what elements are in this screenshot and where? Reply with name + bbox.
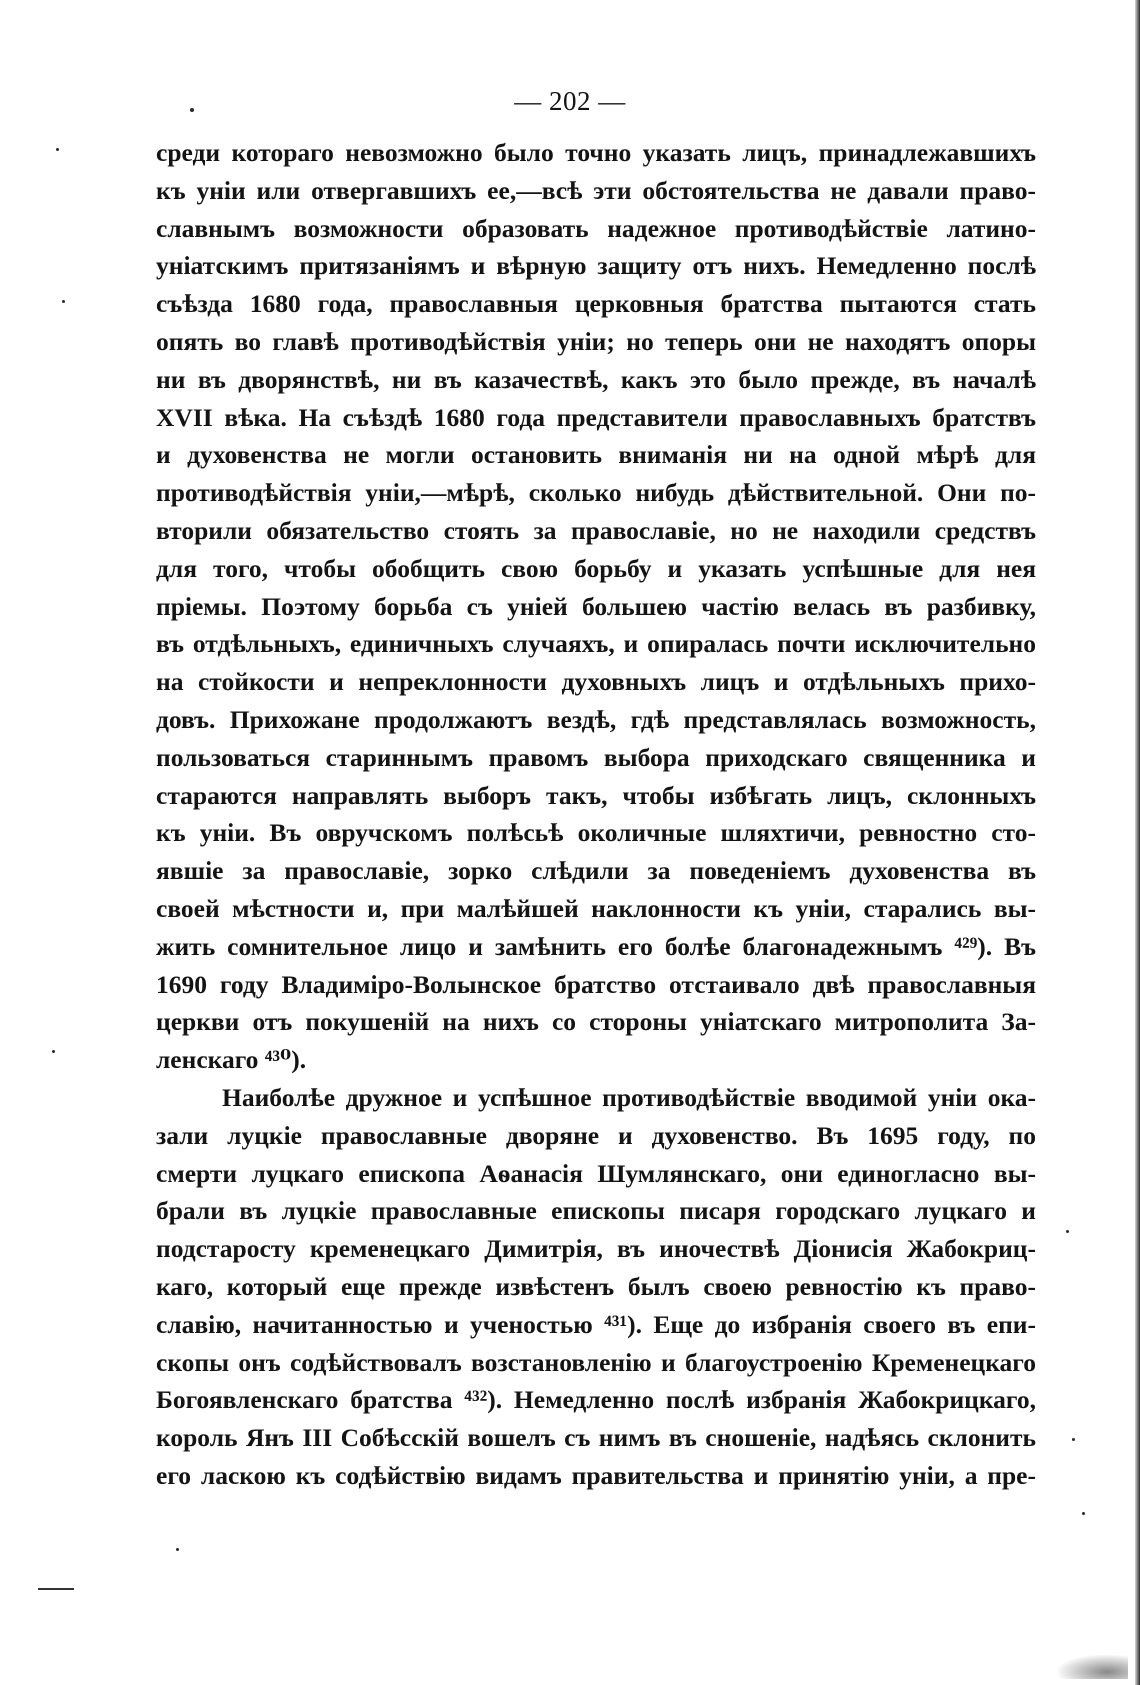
text-line: для того, чтобы обобщить свою борьбу и указать успѣшные для нея <box>156 553 1036 583</box>
scan-dash-mark <box>38 1588 74 1590</box>
text-line: противодѣйствія уніи,—мѣрѣ, сколько нибудь дѣйствительной. Они по- <box>156 478 1036 508</box>
text-line: каго, который еще прежде извѣстенъ былъ своею ревностію къ право- <box>156 1271 1036 1301</box>
text-line: XVII вѣка. На съѣздѣ 1680 года представители православныхъ братствъ <box>156 402 1036 432</box>
text-line: славнымъ возможности образовать надежное противодѣйствіе латино- <box>156 213 1036 243</box>
scan-corner-smudge <box>1058 1655 1128 1679</box>
scan-speck <box>176 1548 179 1551</box>
text-line: къ уніи или отвергавшихъ ее,—всѣ эти обстоятельства не давали право- <box>156 175 1036 205</box>
text-line: пользоваться стариннымъ правомъ выбора приходскаго священника и <box>156 742 1036 772</box>
text-line: явшіе за православіе, зорко слѣдили за поведеніемъ духовенства въ <box>156 856 1036 886</box>
text-line: стараются направлять выборъ такъ, чтобы избѣгать лицъ, склонныхъ <box>156 780 1036 810</box>
text-line: къ уніи. Въ овручскомъ полѣсьѣ околичные шляхтичи, ревностно сто- <box>156 818 1036 848</box>
scan-speck <box>52 1050 55 1053</box>
text-line: съѣзда 1680 года, православныя церковныя братства пытаются стать <box>156 289 1036 319</box>
text-line: вторили обязательство стоять за православіе, но не находили средствъ <box>156 515 1036 545</box>
text-line: славію, начитанностью и ученостью ⁴³¹). Еще до избранія своего въ епи- <box>156 1309 1036 1339</box>
body-text <box>156 134 1036 1495</box>
text-line: смерти луцкаго епископа Аѳанасія Шумлянскаго, они единогласно вы- <box>156 1158 1036 1188</box>
text-line: его ласкою къ содѣйствію видамъ правительства и принятію уніи, а пре- <box>156 1460 1036 1490</box>
scan-speck <box>1082 1512 1085 1515</box>
text-line: и духовенства не могли остановить вниманія ни на одной мѣрѣ для <box>156 440 1036 470</box>
page-edge-shadow <box>1135 0 1140 1685</box>
text-line: довъ. Прихожане продолжаютъ вездѣ, гдѣ представлялась возможность, <box>156 704 1036 734</box>
paragraph-start-line: Наиболѣе дружное и успѣшное противодѣйствіе вводимой уніи ока- <box>222 1082 1036 1112</box>
text-line: Богоявленскаго братства ⁴³²). Немедленно послѣ избранія Жабокрицкаго, <box>156 1385 1036 1415</box>
page-number: — 202 — <box>514 86 626 116</box>
paragraph-end-line: ленскаго ⁴³⁰). <box>156 1045 307 1075</box>
text-line: скопы онъ содѣйствовалъ возстановленію и благоустроенію Кременецкаго <box>156 1347 1036 1377</box>
text-line: брали въ луцкіе православные епископы писаря городскаго луцкаго и <box>156 1196 1036 1226</box>
scan-speck <box>1066 1230 1069 1233</box>
scan-speck <box>190 108 194 112</box>
text-line: въ отдѣльныхъ, единичныхъ случаяхъ, и опиралась почти исключительно <box>156 629 1036 659</box>
text-line: ни въ дворянствѣ, ни въ казачествѣ, какъ это было прежде, въ началѣ <box>156 364 1036 394</box>
text-line: зали луцкіе православные дворяне и духовенство. Въ 1695 году, по <box>156 1120 1036 1150</box>
text-line: своей мѣстности и, при малѣйшей наклонности къ уніи, старались вы- <box>156 893 1036 923</box>
text-line: уніатскимъ притязаніямъ и вѣрную защиту отъ нихъ. Немедленно послѣ <box>156 251 1036 281</box>
scan-speck <box>62 300 65 303</box>
text-line: 1690 году Владиміро-Волынское братство отстаивало двѣ православныя <box>156 969 1036 999</box>
text-line: среди котораго невозможно было точно указать лицъ, принадлежавшихъ <box>156 138 1036 167</box>
scan-speck <box>1072 1438 1075 1441</box>
text-line: на стойкости и непреклонности духовныхъ лицъ и отдѣльныхъ прихо- <box>156 667 1036 697</box>
text-line: опять во главѣ противодѣйствія уніи; но теперь они не находятъ опоры <box>156 326 1036 356</box>
text-line: церкви отъ покушеній на нихъ со стороны уніатскаго митрополита За- <box>156 1007 1036 1037</box>
text-line: пріемы. Поэтому борьба съ уніей большею частію велась въ разбивку, <box>156 591 1036 621</box>
text-line: король Янъ III Собѣсскій вошелъ съ нимъ въ сношеніе, надѣясь склонить <box>156 1423 1036 1453</box>
text-line: жить сомнительное лицо и замѣнить его болѣе благонадежнымъ ⁴²⁹). Въ <box>156 931 1036 961</box>
text-line: подстаросту кременецкаго Димитрія, въ иночествѣ Діонисія Жабокриц- <box>156 1234 1036 1264</box>
scan-speck <box>56 148 59 151</box>
